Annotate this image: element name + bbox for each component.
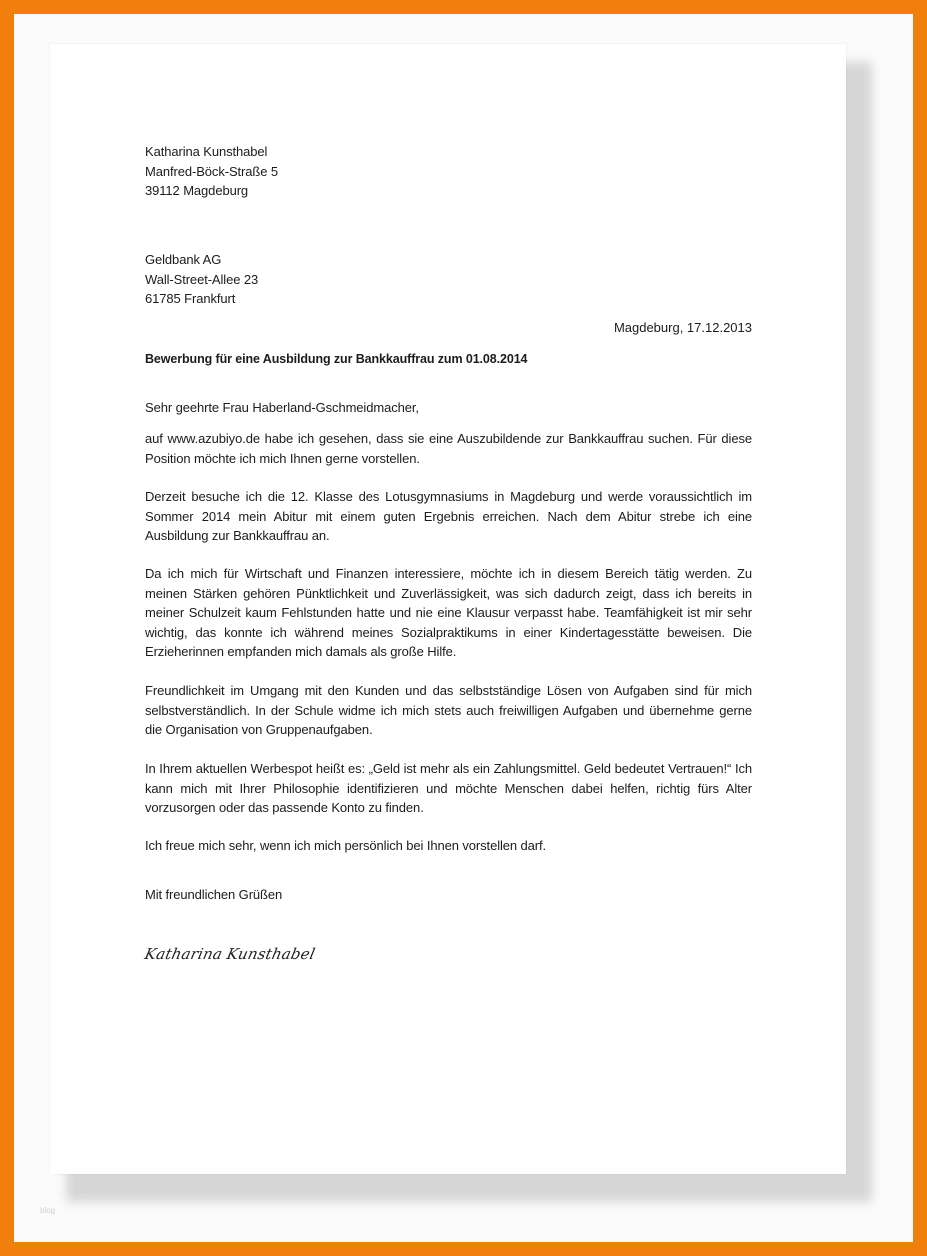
- sender-address: [145, 142, 752, 201]
- sender-city: 39112 Magdeburg: [145, 183, 249, 198]
- paragraph-1: auf www.azubiyo.de habe ich gesehen, dass sie eine Auszubildende zur Bankkauffrau suchen. Für diese Position möchte ich mich Ihnen gerne vorstellen.: [145, 431, 752, 466]
- letter-subject: Bewerbung für eine Ausbildung zur Bankkauffrau zum 01.08.2014: [145, 352, 528, 366]
- recipient-address: [145, 250, 752, 309]
- recipient-company: Geldbank AG: [145, 252, 222, 267]
- watermark: blog: [40, 1206, 56, 1215]
- sender-street: Manfred-Böck-Straße 5: [145, 163, 279, 179]
- paragraph-2: Derzeit besuche ich die 12. Klasse des Lotusgymnasiums in Magdeburg und werde voraussichtlich im Sommer 2014 mein Abitur mit einem guten Ergebnis erreichen. Nach dem Abitur strebe ich eine Ausbildung zur Bankkauffrau an.: [145, 489, 752, 543]
- signature: Katharina Kunsthabel: [143, 945, 317, 963]
- paragraph-3: Da ich mich für Wirtschaft und Finanzen interessiere, möchte ich in diesem Bereich tätig werden. Zu meinen Stärken gehören Pünktlichkeit und Zuverlässigkeit, was sich dadurch zeigt, dass ich bereits in meiner Schulzeit kaum Fehlstunden hatte und nie eine Klausur verpasst habe. Teamfähigkeit ist mir sehr wichtig, das konnte ich während meines Sozialpraktikums in einer Kindertagesstätte beweisen. Die Erzieherinnen empfanden mich damals als große Hilfe.: [145, 566, 752, 659]
- salutation: Sehr geehrte Frau Haberland-Gschmeidmacher,: [145, 400, 419, 415]
- paragraph-6: Ich freue mich sehr, wenn ich mich persönlich bei Ihnen vorstellen darf.: [145, 838, 547, 853]
- closing: Mit freundlichen Grüßen: [145, 887, 283, 902]
- recipient-street: Wall-Street-Allee 23: [145, 271, 259, 287]
- paragraph-5: In Ihrem aktuellen Werbespot heißt es: „Geld ist mehr als ein Zahlungsmittel. Geld bedeutet Vertrauen!“ Ich kann mich mit Ihrer Philosophie identifizieren und möchte Menschen dabei helfen, richtig fürs Alter vorzusorgen oder das passende Konto zu finden.: [145, 761, 752, 815]
- recipient-city: 61785 Frankfurt: [145, 291, 236, 306]
- paragraph-4: Freundlichkeit im Umgang mit den Kunden und das selbstständige Lösen von Aufgaben sind für mich selbstverständlich. In der Schule widme ich mich stets auch freiwilligen Aufgaben und übernehme gerne die Organisation von Gruppenaufgaben.: [145, 683, 752, 737]
- sender-name: Katharina Kunsthabel: [145, 144, 268, 159]
- letter-date: Magdeburg, 17.12.2013: [613, 320, 752, 335]
